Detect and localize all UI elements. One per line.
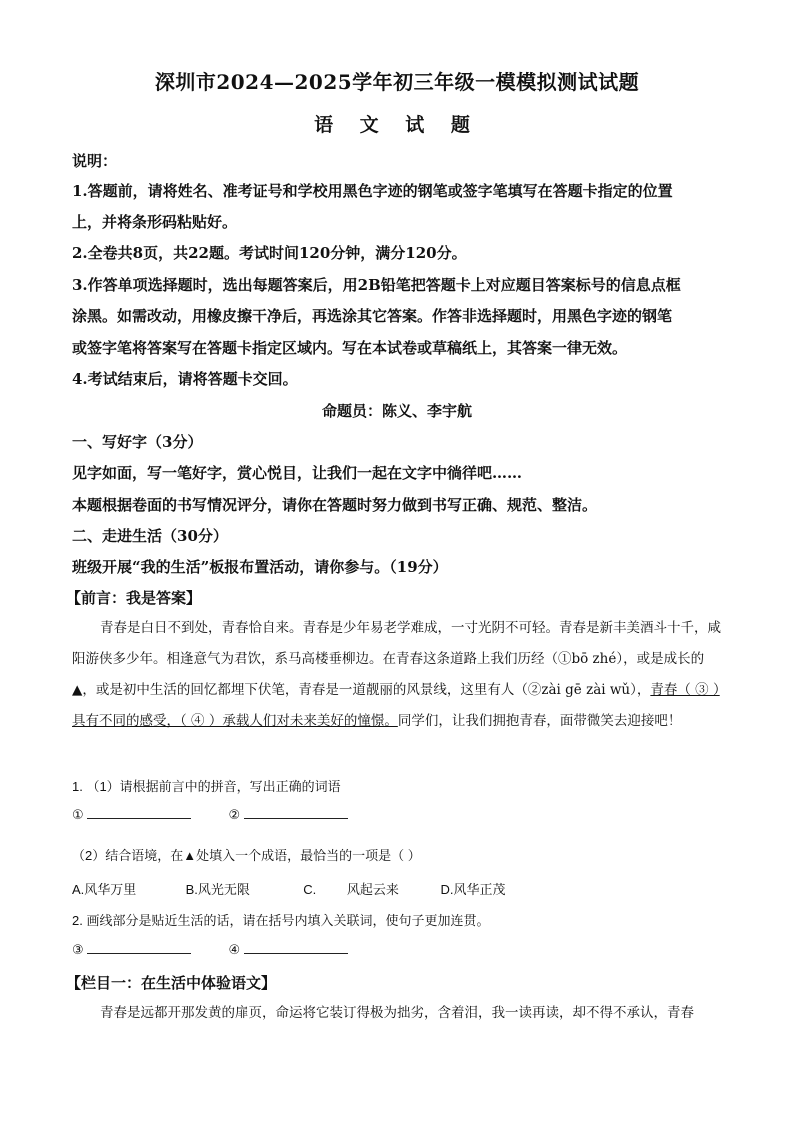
instruction-line: 或签字笔将答案写在答题卡指定区域内。写在本试卷或草稿纸上，其答案一律无效。: [72, 339, 628, 357]
instruction-line: 4.考试结束后，请将答题卡交回。: [72, 370, 298, 388]
answer-blank-4[interactable]: [244, 941, 348, 954]
blank-label: ③: [72, 942, 84, 957]
instruction-line: 涂黑。如需改动，用橡皮擦干净后，再选涂其它答案。作答非选择题时，用黑色字迹的钢笔: [72, 307, 673, 325]
question-2: 2. 画线部分是贴近生活的话，请在括号内填入关联词，使句子更加连贯。: [72, 913, 490, 928]
page-title: 深圳市2024—2025学年初三年级一模模拟测试试题: [154, 70, 640, 94]
instruction-line: 2.全卷共8页，共22题。考试时间120分钟，满分120分。: [72, 244, 467, 262]
instruction-line: 上，并将条形码粘贴好。: [72, 213, 238, 231]
option-b[interactable]: B.风光无限: [185, 882, 250, 897]
blank-label: ①: [72, 807, 84, 822]
preface-text: 青春是白日不到处，青春恰自来。青春是少年易老学难成，一寸光阴不可轻。青春是新丰美酒斗十千，咸阳游侠多少年。相逢意气为君饮，系马高楼垂柳边。在青春这条道路上我们历经（①bō zhé），或是成长的: [72, 620, 721, 667]
answer-blank-1[interactable]: [87, 806, 191, 819]
answer-row: [72, 806, 348, 823]
column-heading: 【栏目一：在生活中体验语文】: [66, 974, 277, 992]
section-text: 见字如面，写一笔好字，赏心悦目，让我们一起在文字中徜徉吧……: [72, 464, 523, 482]
instruction-line: 1.答题前，请将姓名、准考证号和学校用黑色字迹的钢笔或签字笔填写在答题卡指定的位置: [72, 182, 673, 200]
underlined-sentence: 青春（ ③ ）具有不同的感受，（ ④ ）承载人们对未来美好的憧憬。: [72, 682, 720, 729]
option-c-text[interactable]: 风起云来: [346, 882, 399, 897]
blank-label: ②: [228, 807, 241, 822]
answer-row: [72, 941, 348, 958]
section-heading: 二、走进生活（30分）: [72, 527, 228, 545]
preface-paragraph: [72, 613, 722, 737]
answer-blank-2[interactable]: [244, 806, 348, 819]
instruction-line: 3.作答单项选择题时，选出每题答案后，用2B铅笔把答题卡上对应题目答案标号的信息点框: [72, 276, 681, 294]
page-subtitle: 语 文 试 题: [314, 114, 480, 136]
option-c-label[interactable]: C.: [303, 882, 317, 897]
column-text: 青春是远都开那发黄的扉页，命运将它装订得极为拙劣，含着泪，我一读再读，却不得不承认，青春: [100, 1005, 694, 1021]
section-heading: 一、写好字（3分）: [72, 433, 203, 451]
question-1-1: 1. （1）请根据前言中的拼音，写出正确的词语: [72, 779, 341, 794]
preface-text: ，或是初中生活的回忆都埋下伏笔，青春是一道靓丽的风景线，这里有人（②zài gē zài wǔ），: [82, 682, 651, 698]
option-d[interactable]: D.风华正茂: [440, 882, 506, 897]
options-row: [72, 879, 506, 898]
answer-blank-3[interactable]: [87, 941, 191, 954]
option-a[interactable]: A.风华万里: [72, 882, 137, 897]
instructions-heading: 说明：: [72, 152, 118, 170]
authors-line: 命题员：陈义、李宇航: [321, 402, 472, 420]
question-1-2: （2）结合语境，在▲处填入一个成语，最恰当的一项是（ ）: [72, 848, 421, 863]
section-intro: 班级开展“我的生活”板报布置活动，请你参与。（19分）: [72, 558, 448, 576]
triangle-marker: ▲: [72, 682, 83, 698]
blank-label: ④: [228, 942, 241, 957]
preface-text: 同学们，让我们拥抱青春，面带微笑去迎接吧！: [397, 713, 682, 729]
section-text: 本题根据卷面的书写情况评分，请你在答题时努力做到书写正确、规范、整洁。: [72, 496, 598, 514]
preface-heading: 【前言：我是答案】: [66, 589, 202, 607]
